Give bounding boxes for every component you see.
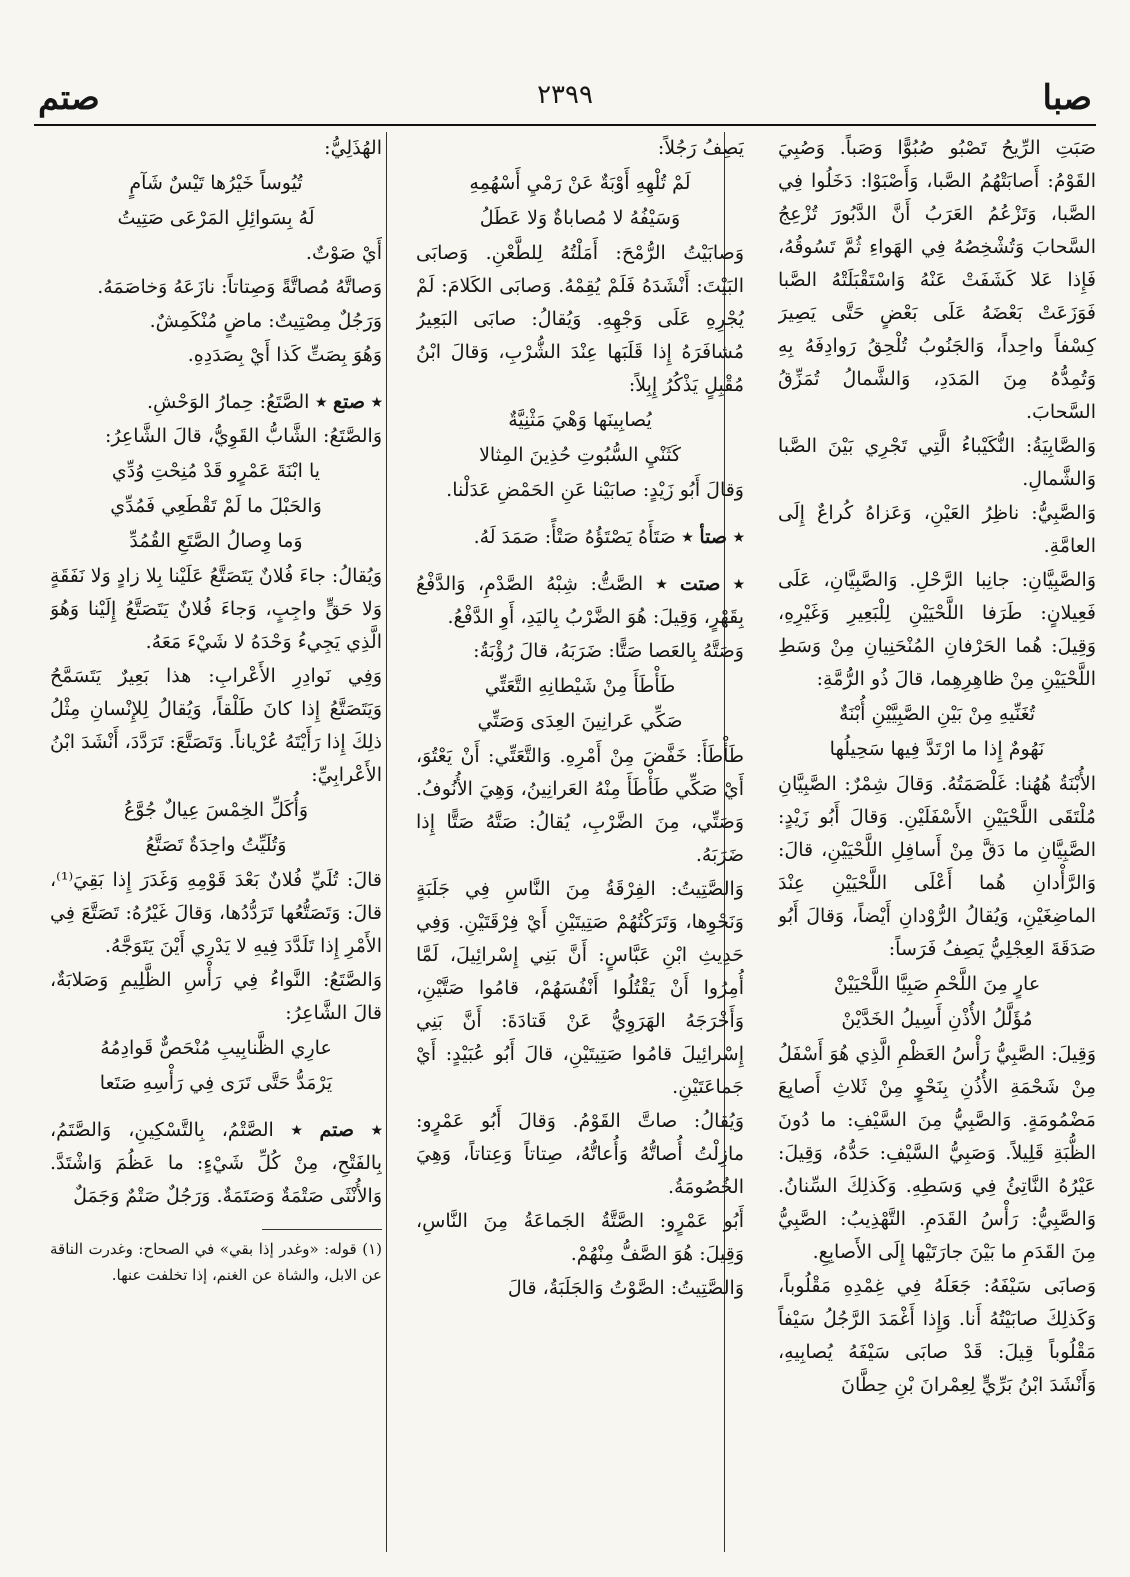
verse-line: وَتُلَيِّتُ واحِدَةٌ تَصَتَّعُ <box>145 834 287 856</box>
paragraph: وَرَجُلٌ مِصْتِيتٌ: ماضٍ مُنْكَمِشٌ. <box>149 310 382 332</box>
verse-line: صَكِّي عَرانِينَ العِدَى وَصَتِّي <box>477 710 683 732</box>
paragraph: وَقالَ أَبُو زَيْدٍ: صابَيْنا عَنِ الحَمْضِ عَدَلْنا. <box>446 479 744 501</box>
paragraph: يَصِفُ رَجُلاً: <box>657 137 744 159</box>
verse-line: لَهُ بِسَوائِلِ المَرْعَى صَتِيتُ <box>117 207 315 229</box>
entry-text: صَتَأَهُ يَصْتَؤُهُ صَتْأً: صَمَدَ لَهُ. <box>473 526 676 548</box>
verse-line: تُغَنِّيهِ مِنْ بَيْنِ الصَّبِيَّيْنِ أُبْنَةٌ <box>838 703 1036 725</box>
paragraph: وَفِي نَوادِرِ الأَعْرابِ: هذا بَعِيرٌ يَتَسَمَّحُ وَيَتَصَتَّعُ إِذا كانَ طَلْقاً، وَيُقالُ لِلإِنْسانِ مِثْلُ ذلِكَ إِذا رَأَيْتَهُ عُرْياناً. وَتَصَتَّعَ: تَرَدَّدَ، أَنْشَدَ ابْنُ الأَعْرابِيِّ: <box>50 665 382 786</box>
paragraph: وَالصَّبِيُّ: ناظِرُ العَيْنِ، وَعَزاهُ كُراعٌ إِلَى العامَّةِ. <box>778 502 1096 557</box>
verse-line: وَما وِصالُ الصَّتَعِ القُمُدِّ <box>129 530 303 552</box>
paragraph: وَالصَّتَعُ: النَّواءُ فِي رَأْسِ الظَّلِيمِ وَصَلابَةٌ، قالَ الشَّاعِرُ: <box>50 969 382 1024</box>
paragraph: وَصاتَّهُ مُصاتَّةً وَصِتاتاً: نازَعَهُ وَخاصَمَهُ. <box>97 276 382 298</box>
column-divider <box>386 132 387 1552</box>
footnote-rule <box>262 1229 382 1230</box>
verse-line: لَمْ تُلْهِهِ أَوْبَةٌ عَنْ رَمْيِ أَسْهُمِهِ <box>469 172 691 194</box>
entry-headword: ٭ صتم ٭ <box>273 1119 382 1141</box>
verse-line: يُصابِينَها وَهْيَ مَثْنِيَّةٌ <box>508 409 652 431</box>
paragraph: وَصابَى سَيْفَهُ: جَعَلَهُ فِي غِمْدِهِ مَقْلُوباً، وَكَذلِكَ صابَيْتُهُ أَنا. وَإِذا أَغْمَدَ الرَّجُلُ سَيْفاً مَقْلُوباً قِيلَ: قَدْ صابَى سَيْفَهُ يُصابِيهِ، وَأَنْشَدَ ابْنُ بَرِّيٍّ لِعِمْرانَ بْنِ حِطَّانَ <box>778 1275 1096 1396</box>
paragraph: وَصابَيْتُ الرُّمْحَ: أَمَلْتُهُ لِلطَّعْنِ. وَصابَى البَيْتَ: أَنْشَدَهُ فَلَمْ يُقِمْهُ. وَصابَى الكَلامَ: لَمْ يُجْرِهِ عَلَى وَجْهِهِ. وَيُقالُ: صابَى البَعِيرُ مُشافَرَهُ إِذا قَلَبَها عِنْدَ الشُّرْبِ، وَقالَ ابْنُ مُقْبِلٍ يَذْكُرُ إِبِلاً: <box>416 242 744 396</box>
entry-text: الصَّتَعُ: حِمارُ الوَحْشِ. <box>147 391 310 413</box>
paragraph: قالَ: تُلَيِّ فُلانٌ بَعْدَ قَوْمِهِ وَغَدَرَ إِذا بَقِيَ⁽¹⁾، قالَ: وَتَصَتُّعُها تَرَدُّدُها، وَقالَ غَيْرُهُ: تَصَتَّعَ فِي الأَمْرِ إِذا تَلَدَّدَ فِيهِ لا يَدْرِي أَيْنَ يَتَوَجَّهُ. <box>50 869 382 957</box>
paragraph: أَيْ صَوْتٌ. <box>305 242 382 264</box>
verse-line: تُيُوساً خَيْرُها تَيْسٌ شَآمٍ <box>129 172 303 194</box>
entry-text: الصَّتْمُ، بِالتَّسْكِينِ، وَالصَّتَمُ، بِالفَتْحِ، مِنْ كُلِّ شَيْءٍ: ما عَظُمَ وَاشْتَدَّ. وَالأُنْثَى صَتْمَةٌ وَصَتَمَةٌ. وَرَجُلٌ صَتْمٌ وَجَمَلٌ <box>50 1119 382 1207</box>
paragraph: وَالصَّتِيتُ: الفِرْقَةُ مِنَ النَّاسِ فِي جَلَبَةٍ وَنَحْوِها، وَتَرَكْتُهُمْ صَتِيتَيْنِ أَيْ فِرْقَتَيْنِ. وَفِي حَدِيثِ ابْنِ عَبَّاسٍ: أَنَّ بَنِي إِسْرائِيلَ، لَمَّا أُمِرُوا أَنْ يَقْتُلُوا أَنْفُسَهُمْ، قامُوا صَتَّيْنِ، وَأَخْرَجَهُ الهَرَوِيُّ عَنْ قَتادَةَ: أَنَّ بَنِي إِسْرائِيلَ قامُوا صَتِيتَيْنِ، قالَ أَبُو عُبَيْدٍ: أَيْ جَماعَتَيْنِ. <box>416 878 744 1098</box>
verse-line: نَهُومٌ إِذا ما ارْتَدَّ فِيها سَحِيلُها <box>829 738 1045 760</box>
running-headword-right: صبا <box>1042 78 1092 118</box>
dictionary-entry <box>50 386 382 419</box>
dictionary-entry <box>416 568 744 634</box>
paragraph: وَهُوَ بِصَتِّ كَذا أَيْ بِصَدَدِهِ. <box>187 344 382 366</box>
entry-headword: ٭ صتع ٭ <box>309 391 382 413</box>
paragraph: الهُذَلِيُّ: <box>324 137 382 159</box>
paragraph: وَالصَّتَعُ: الشَّابُّ القَوِيُّ، قالَ الشَّاعِرُ: <box>104 425 382 447</box>
verse-line: وَأُكَلِّ الخِمْسَ عِيالٌ جُوَّعُ <box>123 799 309 821</box>
entry-headword: ٭ صتت ٭ <box>643 573 744 595</box>
footnote: (١) قوله: «وغدر إذا بقي» في الصحاح: وغدرت الناقة عن الابل، والشاة عن الغنم، إذا تخلفت عنها. <box>50 1240 382 1284</box>
paragraph: وَالصَّتِيتُ: الصَّوْتُ وَالجَلَبَةُ، قالَ <box>507 1277 744 1299</box>
paragraph: صَبَتِ الرِّيحُ تَصْبُو صُبُوًّا وَصَباً. وَصُبِيَ القَوْمُ: أَصابَتْهُمُ الصَّبا، وَأَصْبَوْا: دَخَلُوا فِي الصَّبا، وَتَزْعُمُ العَرَبُ أَنَّ الدَّبُورَ تُزْعِجُ السَّحابَ وَتُشْخِصُهُ فِي الهَواءِ ثُمَّ تَسُوقُهُ، فَإِذا عَلا كَشَفَتْ عَنْهُ وَاسْتَقْبَلَتْهُ الصَّبا فَوَزَعَتْ بَعْضَهُ عَلَى بَعْضٍ حَتَّى يَصِيرَ كِسْفاً واحِداً، وَالجَنُوبُ تُلْحِقُ رَوادِفَهُ بِهِ وَتُمِدُّهُ مِنَ المَدَدِ، وَالشَّمالُ تُمَزِّقُ السَّحابَ. <box>778 137 1096 423</box>
verse-line: وَالحَبْلَ ما لَمْ تَقْطَعِي فَمُدِّي <box>110 495 322 517</box>
header-rule <box>34 124 1096 126</box>
paragraph: وَصَتَّهُ بِالعَصا صَتًّا: ضَرَبَهُ، قالَ رُؤْبَةُ: <box>473 640 744 662</box>
verse-line: كَثَنْيِ السُّبُوتِ حُذِينَ المِثالا <box>479 444 681 466</box>
verse-line: عارٍ مِنَ اللَّحْمِ صَبِيَّا اللَّحْيَيْنْ <box>833 973 1041 995</box>
verse-line: يَرْمَدُّ حَتَّى تَرَى فِي رَأْسِهِ صَتَعا <box>99 1072 333 1094</box>
column-right <box>778 132 1096 1552</box>
entry-text: الصَّتُّ: شِبْهُ الصَّدْمِ، وَالدَّفْعُ بِقَهْرٍ، وَقِيلَ: هُوَ الضَّرْبُ بِاليَدِ، أَوِ الدَّفْعُ. <box>416 573 744 628</box>
paragraph: وَقِيلَ: الصَّبِيُّ رَأْسُ العَظْمِ الَّذِي هُوَ أَسْفَلُ مِنْ شَحْمَةِ الأُذُنِ بِنَحْوٍ مِنْ ثَلاثِ أَصابِعَ مَضْمُومَةٍ. وَالصَّبِيُّ مِنَ السَّيْفِ: ما دُونَ الظُّبَةِ قَلِيلاً. وَصَبِيُّ السَّيْفِ: حَدُّهُ، وَقِيلَ: عَيْرُهُ النَّاتِئُ فِي وَسَطِهِ. وَكَذلِكَ السِّنانُ. وَالصَّبِيُّ: رَأْسُ القَدَمِ. التَّهْذِيبُ: الصَّبِيُّ مِنَ القَدَمِ ما بَيْنَ جارَتَيْها إِلَى الأَصابِعِ. <box>778 1043 1096 1263</box>
paragraph: وَالصَّابِيَةُ: النُّكَيْباءُ الَّتِي تَجْرِي بَيْنَ الصَّبا وَالشَّمالِ. <box>778 435 1096 490</box>
page-number: ٢٣٩٩ <box>537 80 593 110</box>
paragraph: وَيُقالُ: صاتَّ القَوْمُ. وَقالَ أَبُو عَمْرٍو: مازِلْتُ أُصاتُّهُ وَأُعاتُّهُ، صِتاتاً وَعِتاتاً، وَهِيَ الخُصُومَةُ. <box>416 1110 744 1198</box>
verse-line: يا ابْنَةَ عَمْرٍو قَدْ مُنِحْتِ وُدِّي <box>111 460 321 482</box>
page-header <box>34 78 1096 122</box>
column-left <box>50 132 382 1552</box>
verse-line: مُؤَلَّلُ الأُذْنِ أَسِيلُ الخَدَّيْنْ <box>841 1008 1033 1030</box>
paragraph: وَيُقالُ: جاءَ فُلانٌ يَتَصَتَّعُ عَلَيْنا بِلا زادٍ وَلا نَفَقَةٍ وَلا حَقٍّ واجِبٍ، وَجاءَ فُلانٌ يَتَصَتَّعُ إِلَيْنا وَهُوَ الَّذِي يَجِيءُ وَحْدَهُ لا شَيْءَ مَعَهُ. <box>50 565 382 653</box>
verse-line: طَأْطَأَ مِنْ شَيْطانِهِ التَّعَتِّي <box>484 675 676 697</box>
paragraph: طَأْطَأَ: خَفَّضَ مِنْ أَمْرِهِ. وَالتَّعَتِّي: أَنْ يَعْتُوَ، أَيْ صَكِّي طَأْطَأَ مِنْهُ العَرانِينُ، وَهِيَ الأُنُوفُ. وَصَتِّي، مِنَ الضَّرْبِ، يُقالُ: صَتَّهُ صَتًّا إِذا ضَرَبَهُ. <box>416 745 744 866</box>
verse-line: عارِي الظَّنابِيبِ مُنْحَصٌّ قَوادِمُهُ <box>100 1037 332 1059</box>
running-headword-left: صتم <box>38 78 100 118</box>
dictionary-entry <box>416 521 744 554</box>
verse-line: وَسَيْفُهُ لا مُصاباةٌ وَلا عَطَلُ <box>479 207 681 229</box>
paragraph: الأُبْنَةُ هُهُنا: غَلْصَمَتُهُ. وَقالَ شِمْرٌ: الصَّبِيَّانِ مُلْتَقَى اللَّحْيَيْنِ الأَسْفَلَيْنِ. وَقالَ أَبُو زَيْدٍ: الصَّبِيَّانِ ما دَقَّ مِنْ أَسافِلِ اللَّحْيَيْنِ، قالَ: وَالرَّأْدانِ هُما أَعْلَى اللَّحْيَيْنِ عِنْدَ الماضِغَيْنِ، وَيُقالُ الرُّوْدانِ أَيْضاً، وَقالَ أَبُو صَدَقَةَ العِجْلِيُّ يَصِفُ فَرَساً: <box>778 773 1096 960</box>
column-middle <box>416 132 744 1552</box>
paragraph: وَالصَّبِيَّانِ: جانِبا الرَّحْلِ. وَالصَّبِيَّانِ، عَلَى فَعِيلانٍ: طَرَفا اللَّحْيَيْنِ لِلْبَعِيرِ وَغَيْرِهِ، وَقِيلَ: هُما الحَرْفانِ المُنْحَنِيانِ مِنْ وَسَطِ اللَّحْيَيْنِ مِنْ ظاهِرِهِما، قالَ ذُو الرُّمَّةِ: <box>778 569 1096 690</box>
entry-headword: ٭ صتأ ٭ <box>675 526 744 548</box>
dictionary-entry <box>50 1114 382 1213</box>
paragraph: أَبُو عَمْرٍو: الصَّتَّةُ الجَماعَةُ مِنَ النَّاسِ، وَقِيلَ: هُوَ الصَّفُّ مِنْهُمْ. <box>416 1210 744 1265</box>
